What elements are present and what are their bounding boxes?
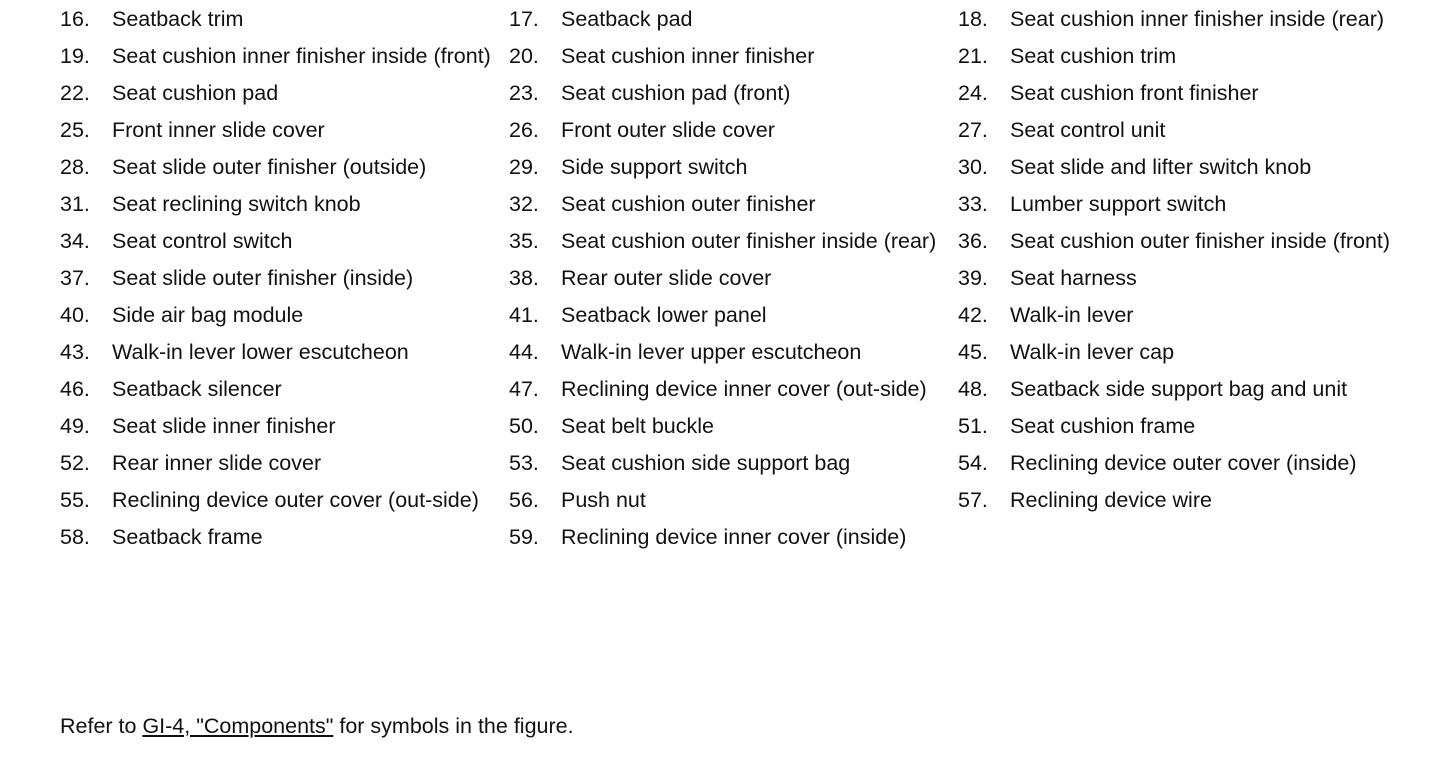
legend-row xyxy=(60,448,1440,478)
legend-row xyxy=(60,152,1440,182)
legend-item xyxy=(60,263,509,293)
legend-item xyxy=(60,337,509,367)
item-label: Seatback pad xyxy=(561,7,693,31)
legend-row xyxy=(60,485,1440,515)
legend-item xyxy=(509,300,958,330)
legend-item xyxy=(509,374,958,404)
item-number: 55. xyxy=(60,488,90,512)
item-label: Walk-in lever upper escutcheon xyxy=(561,340,862,364)
item-label: Seatback silencer xyxy=(112,377,282,401)
legend-item xyxy=(958,448,1407,478)
legend-item xyxy=(958,41,1407,71)
legend-item xyxy=(509,485,958,515)
item-number: 39. xyxy=(958,266,988,290)
item-number: 59. xyxy=(509,525,539,549)
item-number: 27. xyxy=(958,118,988,142)
item-label: Reclining device inner cover (out-side) xyxy=(561,377,927,401)
legend-row xyxy=(60,4,1440,34)
item-number: 42. xyxy=(958,303,988,327)
legend-item xyxy=(509,152,958,182)
legend-item xyxy=(60,411,509,441)
item-label: Rear outer slide cover xyxy=(561,266,772,290)
item-label: Seat harness xyxy=(1010,266,1137,290)
legend-item xyxy=(958,374,1407,404)
legend-row xyxy=(60,189,1440,219)
item-number: 49. xyxy=(60,414,90,438)
item-label: Seat cushion trim xyxy=(1010,44,1177,68)
item-label: Seat cushion outer finisher xyxy=(561,192,816,216)
legend-row xyxy=(60,263,1440,293)
item-label: Walk-in lever lower escutcheon xyxy=(112,340,409,364)
legend-item xyxy=(509,411,958,441)
legend-item xyxy=(958,115,1407,145)
legend-item xyxy=(509,448,958,478)
item-number: 40. xyxy=(60,303,90,327)
item-label: Front inner slide cover xyxy=(112,118,325,142)
legend-row xyxy=(60,300,1440,330)
item-label: Seat cushion outer finisher inside (front) xyxy=(1010,229,1391,253)
item-label: Reclining device outer cover (out-side) xyxy=(112,488,479,512)
item-label: Push nut xyxy=(561,488,646,512)
legend-row xyxy=(60,41,1440,71)
item-label: Front outer slide cover xyxy=(561,118,775,142)
item-number: 37. xyxy=(60,266,90,290)
item-label: Seat slide outer finisher (outside) xyxy=(112,155,427,179)
legend-item xyxy=(509,4,958,34)
legend-item xyxy=(60,374,509,404)
item-number: 41. xyxy=(509,303,539,327)
item-number: 53. xyxy=(509,451,539,475)
legend-item xyxy=(958,485,1407,515)
item-number: 34. xyxy=(60,229,90,253)
footer-suffix: for symbols in the figure. xyxy=(333,714,574,738)
item-label: Seat cushion inner finisher inside (rear) xyxy=(1010,7,1385,31)
legend-item xyxy=(958,411,1407,441)
item-label: Seat cushion inner finisher inside (front) xyxy=(112,44,491,68)
item-label: Seat cushion pad xyxy=(112,81,279,105)
item-number: 43. xyxy=(60,340,90,364)
footer-note xyxy=(60,711,574,741)
item-label: Side support switch xyxy=(561,155,748,179)
legend-item xyxy=(958,337,1407,367)
item-number: 22. xyxy=(60,81,90,105)
item-number: 46. xyxy=(60,377,90,401)
item-label: Side air bag module xyxy=(112,303,304,327)
legend-item xyxy=(958,152,1407,182)
legend-item xyxy=(60,115,509,145)
item-label: Seatback trim xyxy=(112,7,244,31)
item-label: Walk-in lever cap xyxy=(1010,340,1175,364)
item-label: Seat control switch xyxy=(112,229,293,253)
item-label: Seat slide outer finisher (inside) xyxy=(112,266,414,290)
legend-item xyxy=(509,78,958,108)
item-label: Seat cushion side support bag xyxy=(561,451,851,475)
item-number: 29. xyxy=(509,155,539,179)
item-label: Seat cushion frame xyxy=(1010,414,1196,438)
item-number: 58. xyxy=(60,525,90,549)
item-label: Rear inner slide cover xyxy=(112,451,322,475)
legend-item xyxy=(60,300,509,330)
legend-row xyxy=(60,411,1440,441)
legend-item xyxy=(958,189,1407,219)
item-label: Seatback side support bag and unit xyxy=(1010,377,1348,401)
item-label: Lumber support switch xyxy=(1010,192,1227,216)
item-number: 45. xyxy=(958,340,988,364)
item-label: Seat slide inner finisher xyxy=(112,414,336,438)
item-number: 31. xyxy=(60,192,90,216)
item-number: 24. xyxy=(958,81,988,105)
item-number: 23. xyxy=(509,81,539,105)
legend-item xyxy=(60,448,509,478)
item-label: Reclining device outer cover (inside) xyxy=(1010,451,1357,475)
legend-item xyxy=(60,78,509,108)
legend-item xyxy=(509,189,958,219)
item-number: 36. xyxy=(958,229,988,253)
legend-row xyxy=(60,374,1440,404)
legend-row xyxy=(60,522,1440,552)
item-number: 19. xyxy=(60,44,90,68)
item-label: Seat slide and lifter switch knob xyxy=(1010,155,1312,179)
item-label: Reclining device inner cover (inside) xyxy=(561,525,907,549)
components-link[interactable]: GI-4, "Components" xyxy=(142,714,334,738)
item-number: 56. xyxy=(509,488,539,512)
item-label: Seat cushion outer finisher inside (rear) xyxy=(561,229,937,253)
item-number: 30. xyxy=(958,155,988,179)
item-number: 25. xyxy=(60,118,90,142)
legend-item xyxy=(509,337,958,367)
legend-item xyxy=(958,4,1407,34)
item-label: Seat belt buckle xyxy=(561,414,714,438)
legend-item xyxy=(60,41,509,71)
legend-item xyxy=(509,522,958,552)
legend-item xyxy=(60,189,509,219)
item-label: Seat cushion front finisher xyxy=(1010,81,1259,105)
item-number: 38. xyxy=(509,266,539,290)
item-number: 26. xyxy=(509,118,539,142)
item-number: 52. xyxy=(60,451,90,475)
legend-row xyxy=(60,78,1440,108)
item-number: 47. xyxy=(509,377,539,401)
item-number: 48. xyxy=(958,377,988,401)
footer-prefix: Refer to xyxy=(60,714,143,738)
legend-item xyxy=(60,522,509,552)
legend-item xyxy=(60,226,509,256)
item-label: Seatback frame xyxy=(112,525,263,549)
legend-item xyxy=(958,300,1407,330)
legend-item xyxy=(60,152,509,182)
component-legend xyxy=(60,4,1440,559)
item-label: Seat cushion inner finisher xyxy=(561,44,815,68)
legend-item xyxy=(509,226,958,256)
legend-row xyxy=(60,115,1440,145)
item-number: 32. xyxy=(509,192,539,216)
legend-row xyxy=(60,226,1440,256)
legend-item xyxy=(958,226,1407,256)
item-number: 57. xyxy=(958,488,988,512)
item-label: Reclining device wire xyxy=(1010,488,1212,512)
legend-item xyxy=(509,263,958,293)
item-number: 16. xyxy=(60,7,90,31)
item-number: 50. xyxy=(509,414,539,438)
legend-item xyxy=(509,41,958,71)
item-label: Seat cushion pad (front) xyxy=(561,81,791,105)
legend-row xyxy=(60,337,1440,367)
item-number: 28. xyxy=(60,155,90,179)
item-label: Walk-in lever xyxy=(1010,303,1134,327)
item-label: Seat control unit xyxy=(1010,118,1166,142)
legend-item xyxy=(958,263,1407,293)
item-number: 51. xyxy=(958,414,988,438)
item-number: 35. xyxy=(509,229,539,253)
legend-item xyxy=(958,78,1407,108)
item-number: 18. xyxy=(958,7,988,31)
item-label: Seat reclining switch knob xyxy=(112,192,361,216)
item-number: 44. xyxy=(509,340,539,364)
legend-item xyxy=(60,485,509,515)
item-number: 33. xyxy=(958,192,988,216)
item-label: Seatback lower panel xyxy=(561,303,767,327)
item-number: 54. xyxy=(958,451,988,475)
legend-item xyxy=(509,115,958,145)
item-number: 20. xyxy=(509,44,539,68)
legend-item xyxy=(60,4,509,34)
item-number: 21. xyxy=(958,44,988,68)
item-number: 17. xyxy=(509,7,539,31)
